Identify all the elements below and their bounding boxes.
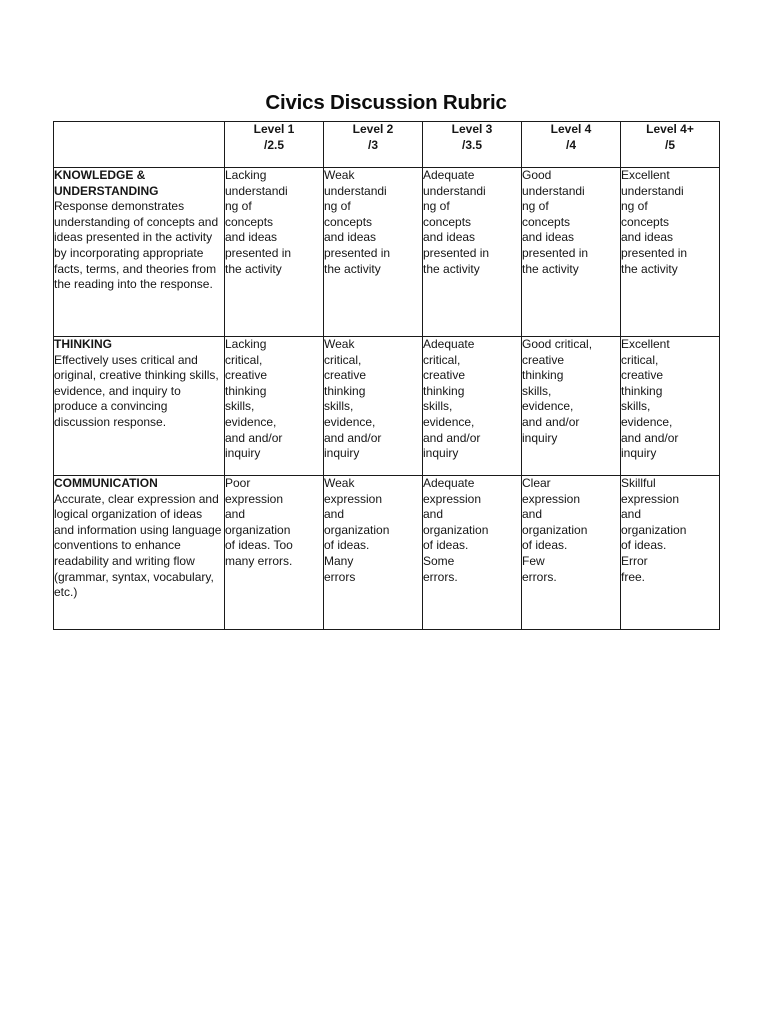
- rubric-cell: Good critical, creative thinking skills, evidence, and and/or inquiry: [522, 337, 621, 476]
- rubric-cell: Excellent understandi ng of concepts and ideas presented in the activity: [621, 168, 720, 337]
- level-score: /5: [664, 137, 675, 152]
- criterion-cell: [54, 476, 225, 630]
- rubric-cell: Good understandi ng of concepts and ideas presented in the activity: [522, 168, 621, 337]
- rubric-cell: Adequate expression and organization of ideas. Some errors.: [423, 476, 522, 630]
- document-title: Civics Discussion Rubric: [265, 91, 507, 114]
- level-name: Level 4+: [646, 122, 694, 136]
- rubric-cell: Skillful expression and organization of ideas. Error free.: [621, 476, 720, 630]
- rubric-cell: Weak understandi ng of concepts and ideas presented in the activity: [324, 168, 423, 337]
- criterion-row-communication: [54, 476, 720, 630]
- level-3-header: [423, 122, 522, 168]
- level-score: /3.5: [461, 137, 482, 152]
- header-row: [54, 122, 720, 168]
- level-name: Level 3: [451, 122, 493, 136]
- rubric-cell: Adequate critical, creative thinking skills, evidence, and and/or inquiry: [423, 337, 522, 476]
- criterion-description: Effectively uses critical and original, creative thinking skills, evidence, and inquiry to produce a convincing discussion response.: [54, 352, 219, 429]
- criterion-description: Response demonstrates understanding of concepts and ideas presented in the activity by incorporating appropriate facts, terms, and theories from the reading into the response.: [54, 199, 219, 292]
- rubric-cell: Clear expression and organization of ideas. Few errors.: [522, 476, 621, 630]
- criterion-row-knowledge: [54, 168, 720, 337]
- rubric-cell: Lacking critical, creative thinking skills, evidence, and and/or inquiry: [225, 337, 324, 476]
- rubric-cell: Lacking understandi ng of concepts and ideas presented in the activity: [225, 168, 324, 337]
- criterion-title: THINKING: [54, 337, 112, 351]
- level-score: /4: [565, 137, 576, 152]
- rubric-cell: Excellent critical, creative thinking skills, evidence, and and/or inquiry: [621, 337, 720, 476]
- level-1-header: [225, 122, 324, 168]
- level-2-header: [324, 122, 423, 168]
- criterion-description: Accurate, clear expression and logical organization of ideas and information using language conventions to enhance readability and writing flow (grammar, syntax, vocabulary, etc.): [54, 491, 222, 600]
- level-4-header: [522, 122, 621, 168]
- criterion-title: COMMUNICATION: [54, 476, 158, 490]
- criterion-row-thinking: [54, 337, 720, 476]
- rubric-cell: Weak expression and organization of ideas. Many errors: [324, 476, 423, 630]
- rubric-cell: Poor expression and organization of ideas. Too many errors.: [225, 476, 324, 630]
- header-corner-cell: [54, 122, 225, 168]
- level-name: Level 2: [352, 122, 394, 136]
- criterion-title: KNOWLEDGE & UNDERSTANDING: [54, 168, 159, 198]
- level-name: Level 4: [550, 122, 592, 136]
- rubric-cell: Weak critical, creative thinking skills, evidence, and and/or inquiry: [324, 337, 423, 476]
- criterion-cell: [54, 168, 225, 337]
- rubric-cell: Adequate understandi ng of concepts and ideas presented in the activity: [423, 168, 522, 337]
- rubric-table: [53, 121, 720, 630]
- level-name: Level 1: [253, 122, 295, 136]
- level-4-plus-header: [621, 122, 720, 168]
- level-score: /3: [367, 137, 378, 152]
- criterion-cell: [54, 337, 225, 476]
- level-score: /2.5: [263, 137, 284, 152]
